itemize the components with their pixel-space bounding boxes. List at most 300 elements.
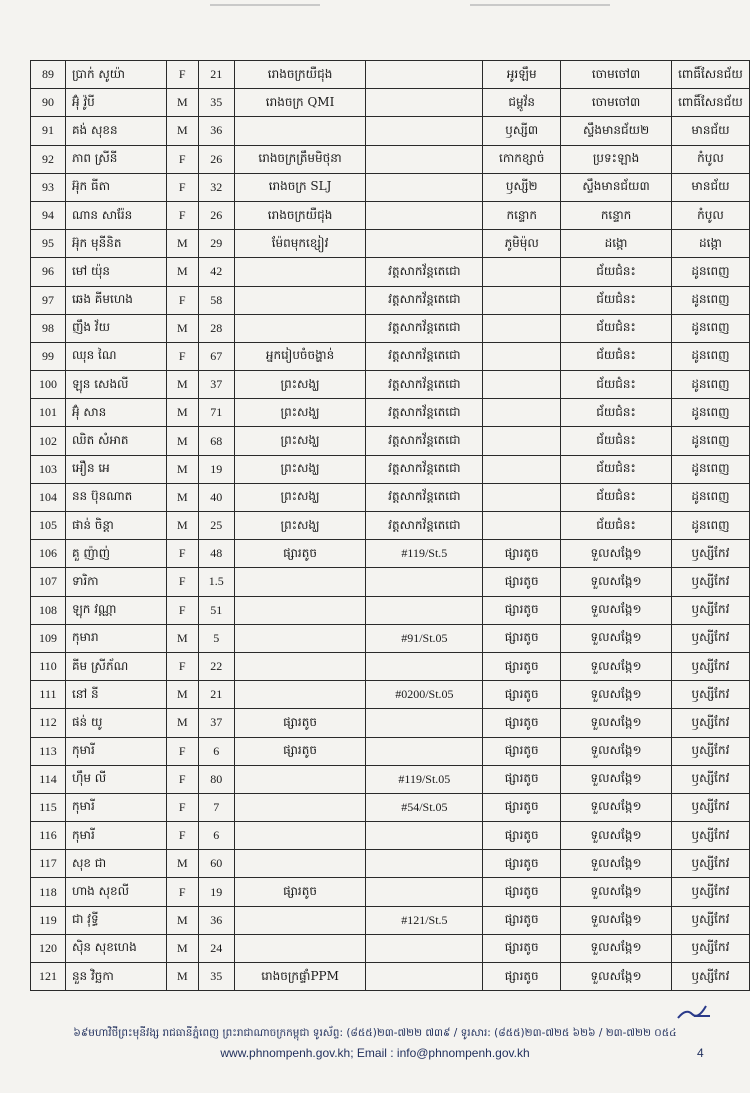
address-cell: #54/St.05	[366, 793, 483, 821]
commune-cell: ចោមចៅ៣	[561, 89, 672, 117]
commune-cell: ទួលសង្កែ១	[561, 906, 672, 934]
sex-cell: M	[166, 934, 198, 962]
village-cell: ផ្សារតូច	[483, 737, 561, 765]
name-cell: ហ៊ឹម លី	[65, 765, 166, 793]
address-cell: វត្តសាកវ័ន្តតេជោ	[366, 371, 483, 399]
sex-cell: M	[166, 258, 198, 286]
commune-cell: ជ័យជំនះ	[561, 371, 672, 399]
age-cell: 80	[198, 765, 234, 793]
district-cell: ឫស្សីកែវ	[671, 652, 749, 680]
workplace-cell: ព្រះសង្ឃ	[234, 512, 366, 540]
age-cell: 6	[198, 737, 234, 765]
row-number-cell: 98	[31, 314, 66, 342]
age-cell: 28	[198, 314, 234, 342]
district-cell: ឫស្សីកែវ	[671, 878, 749, 906]
name-cell: ឡុន សេងលី	[65, 371, 166, 399]
workplace-cell	[234, 314, 366, 342]
row-number-cell: 108	[31, 596, 66, 624]
village-cell: ផ្សារតូច	[483, 652, 561, 680]
address-cell	[366, 230, 483, 258]
district-cell: ដូនពេញ	[671, 455, 749, 483]
commune-cell: ទួលសង្កែ១	[561, 737, 672, 765]
sex-cell: F	[166, 61, 198, 89]
age-cell: 22	[198, 652, 234, 680]
commune-cell: ជ័យជំនះ	[561, 483, 672, 511]
row-number-cell: 109	[31, 624, 66, 652]
village-cell: ផ្សារតូច	[483, 963, 561, 991]
age-cell: 36	[198, 906, 234, 934]
commune-cell: ទួលសង្កែ១	[561, 963, 672, 991]
address-cell	[366, 61, 483, 89]
commune-cell: ទួលសង្កែ១	[561, 793, 672, 821]
row-number-cell: 117	[31, 850, 66, 878]
name-cell: អ៊ុក មុនីនិត	[65, 230, 166, 258]
table-row	[31, 342, 750, 370]
village-cell: ឫស្សី៣	[483, 117, 561, 145]
table-row	[31, 258, 750, 286]
table-row	[31, 483, 750, 511]
workplace-cell	[234, 596, 366, 624]
signature-mark	[676, 1002, 716, 1022]
row-number-cell: 118	[31, 878, 66, 906]
village-cell	[483, 483, 561, 511]
age-cell: 26	[198, 201, 234, 229]
age-cell: 60	[198, 850, 234, 878]
commune-cell: ដង្កោ	[561, 230, 672, 258]
commune-cell: ទួលសង្កែ១	[561, 934, 672, 962]
name-cell: នៅ នី	[65, 681, 166, 709]
address-cell	[366, 173, 483, 201]
sex-cell: F	[166, 540, 198, 568]
table-row	[31, 652, 750, 680]
table-row	[31, 427, 750, 455]
commune-cell: ទួលសង្កែ១	[561, 822, 672, 850]
workplace-cell	[234, 568, 366, 596]
commune-cell: ទួលសង្កែ១	[561, 568, 672, 596]
district-cell: ឫស្សីកែវ	[671, 906, 749, 934]
row-number-cell: 90	[31, 89, 66, 117]
district-cell: ដង្កោ	[671, 230, 749, 258]
village-cell: ភូមិម៉ុល	[483, 230, 561, 258]
village-cell	[483, 286, 561, 314]
district-cell: ដូនពេញ	[671, 371, 749, 399]
name-cell: អឿន អេ	[65, 455, 166, 483]
age-cell: 19	[198, 878, 234, 906]
table-row	[31, 878, 750, 906]
case-list-table	[30, 60, 750, 991]
row-number-cell: 100	[31, 371, 66, 399]
table-row	[31, 934, 750, 962]
sex-cell: M	[166, 963, 198, 991]
row-number-cell: 115	[31, 793, 66, 821]
address-cell	[366, 201, 483, 229]
commune-cell: ជ័យជំនះ	[561, 455, 672, 483]
age-cell: 19	[198, 455, 234, 483]
row-number-cell: 104	[31, 483, 66, 511]
workplace-cell: ព្រះសង្ឃ	[234, 427, 366, 455]
commune-cell: ទួលសង្កែ១	[561, 878, 672, 906]
sex-cell: M	[166, 709, 198, 737]
village-cell: ផ្សារតូច	[483, 793, 561, 821]
name-cell: ឆេង គីមហេង	[65, 286, 166, 314]
age-cell: 29	[198, 230, 234, 258]
name-cell: អ៊ុក ធីតា	[65, 173, 166, 201]
sex-cell: M	[166, 624, 198, 652]
age-cell: 32	[198, 173, 234, 201]
workplace-cell: ផ្សារតូច	[234, 737, 366, 765]
district-cell: ឫស្សីកែវ	[671, 568, 749, 596]
sex-cell: M	[166, 906, 198, 934]
row-number-cell: 93	[31, 173, 66, 201]
district-cell: មានជ័យ	[671, 173, 749, 201]
district-cell: ឫស្សីកែវ	[671, 624, 749, 652]
commune-cell: ទួលសង្កែ១	[561, 624, 672, 652]
sex-cell: F	[166, 596, 198, 624]
district-cell: ដូនពេញ	[671, 427, 749, 455]
village-cell: ផ្សារតូច	[483, 765, 561, 793]
table-row	[31, 850, 750, 878]
row-number-cell: 107	[31, 568, 66, 596]
address-cell: វត្តសាកវ័ន្តតេជោ	[366, 286, 483, 314]
name-cell: ស៊ិន សុខហេង	[65, 934, 166, 962]
table-row	[31, 61, 750, 89]
address-cell: #91/St.05	[366, 624, 483, 652]
address-cell: #119/St.05	[366, 765, 483, 793]
age-cell: 37	[198, 709, 234, 737]
sex-cell: F	[166, 765, 198, 793]
district-cell: ពោធិ៍សែនជ័យ	[671, 89, 749, 117]
address-cell	[366, 963, 483, 991]
address-cell	[366, 89, 483, 117]
age-cell: 1.5	[198, 568, 234, 596]
district-cell: ឫស្សីកែវ	[671, 765, 749, 793]
name-cell: កុមារា	[65, 624, 166, 652]
row-number-cell: 96	[31, 258, 66, 286]
workplace-cell: រោងចក្រយឺជុង	[234, 201, 366, 229]
address-cell: វត្តសាកវ័ន្តតេជោ	[366, 512, 483, 540]
name-cell: អ៊ុំ សាន	[65, 399, 166, 427]
name-cell: ទារិកា	[65, 568, 166, 596]
workplace-cell: ព្រះសង្ឃ	[234, 483, 366, 511]
district-cell: មានជ័យ	[671, 117, 749, 145]
row-number-cell: 112	[31, 709, 66, 737]
age-cell: 25	[198, 512, 234, 540]
name-cell: ផន់ យូ	[65, 709, 166, 737]
name-cell: គីម ស្រីភ័ណ	[65, 652, 166, 680]
table-row	[31, 173, 750, 201]
table-row	[31, 230, 750, 258]
table-row	[31, 793, 750, 821]
village-cell	[483, 512, 561, 540]
commune-cell: ជ័យជំនះ	[561, 399, 672, 427]
village-cell: កន្ទោក	[483, 201, 561, 229]
district-cell: ឫស្សីកែវ	[671, 737, 749, 765]
village-cell: អូរឡឹម	[483, 61, 561, 89]
row-number-cell: 119	[31, 906, 66, 934]
village-cell: ផ្សារតូច	[483, 568, 561, 596]
table-row	[31, 371, 750, 399]
table-row	[31, 822, 750, 850]
address-cell	[366, 934, 483, 962]
name-cell: ភាព ស្រីនី	[65, 145, 166, 173]
workplace-cell	[234, 117, 366, 145]
table-row	[31, 624, 750, 652]
table-row	[31, 512, 750, 540]
village-cell: ផ្សារតូច	[483, 709, 561, 737]
address-cell: វត្តសាកវ័ន្តតេជោ	[366, 258, 483, 286]
table-row	[31, 117, 750, 145]
workplace-cell	[234, 793, 366, 821]
age-cell: 67	[198, 342, 234, 370]
table-row	[31, 709, 750, 737]
age-cell: 40	[198, 483, 234, 511]
footer-contact: www.phnompenh.gov.kh; Email : info@phnompenh.gov.kh	[220, 1046, 530, 1060]
address-cell	[366, 878, 483, 906]
row-number-cell: 116	[31, 822, 66, 850]
district-cell: ឫស្សីកែវ	[671, 822, 749, 850]
commune-cell: ជ័យជំនះ	[561, 342, 672, 370]
district-cell: ដូនពេញ	[671, 258, 749, 286]
age-cell: 6	[198, 822, 234, 850]
address-cell: #121/St.5	[366, 906, 483, 934]
village-cell: ផ្សារតូច	[483, 624, 561, 652]
address-cell	[366, 737, 483, 765]
commune-cell: ស្ទឹងមានជ័យ២	[561, 117, 672, 145]
village-cell: ផ្សារតូច	[483, 681, 561, 709]
commune-cell: ស្ទឹងមានជ័យ៣	[561, 173, 672, 201]
table-row	[31, 681, 750, 709]
district-cell: ឫស្សីកែវ	[671, 596, 749, 624]
district-cell: ឫស្សីកែវ	[671, 934, 749, 962]
name-cell: ឈិត សំអាត	[65, 427, 166, 455]
address-cell	[366, 596, 483, 624]
age-cell: 71	[198, 399, 234, 427]
village-cell	[483, 427, 561, 455]
age-cell: 68	[198, 427, 234, 455]
village-cell: ឫស្សី២	[483, 173, 561, 201]
sex-cell: M	[166, 371, 198, 399]
name-cell: ជា វុទ្ធី	[65, 906, 166, 934]
sex-cell: M	[166, 427, 198, 455]
district-cell: ឫស្សីកែវ	[671, 963, 749, 991]
commune-cell: ទួលសង្កែ១	[561, 596, 672, 624]
name-cell: ប្រាក់ សូយ៉ា	[65, 61, 166, 89]
address-cell: #0200/St.05	[366, 681, 483, 709]
workplace-cell: រោងចក្រ QMI	[234, 89, 366, 117]
name-cell: នួន វិច្ឆកា	[65, 963, 166, 991]
age-cell: 5	[198, 624, 234, 652]
age-cell: 51	[198, 596, 234, 624]
sex-cell: F	[166, 145, 198, 173]
table-row	[31, 286, 750, 314]
workplace-cell	[234, 850, 366, 878]
sex-cell: M	[166, 230, 198, 258]
workplace-cell	[234, 652, 366, 680]
district-cell: កំបូល	[671, 201, 749, 229]
table-row	[31, 314, 750, 342]
age-cell: 36	[198, 117, 234, 145]
workplace-cell	[234, 624, 366, 652]
footer-address: ៦៩មហាវិថីព្រះមុនីវង្ស រាជធានីភ្នំពេញ ព្រះរាជាណាចក្រកម្ពុជា ទូរស័ព្ទ: (៨៥៥)២៣-៧២២ ៧៣៩ / ទូរសារ: (៨៥៥)២៣-៧២៥ ៦២៦ / ២៣-៧២២ ០៥៤	[73, 1027, 677, 1039]
name-cell: គង់ សុខន	[65, 117, 166, 145]
row-number-cell: 95	[31, 230, 66, 258]
workplace-cell: ផ្សារតូច	[234, 878, 366, 906]
sex-cell: M	[166, 314, 198, 342]
workplace-cell	[234, 681, 366, 709]
commune-cell: ទួលសង្កែ១	[561, 681, 672, 709]
address-cell: វត្តសាកវ័ន្តតេជោ	[366, 314, 483, 342]
row-number-cell: 89	[31, 61, 66, 89]
sex-cell: F	[166, 201, 198, 229]
name-cell: កុមារី	[65, 737, 166, 765]
row-number-cell: 102	[31, 427, 66, 455]
district-cell: ឫស្សីកែវ	[671, 540, 749, 568]
workplace-cell: ផ្សារតូច	[234, 540, 366, 568]
workplace-cell: រោងចក្រយឺជុង	[234, 61, 366, 89]
district-cell: ដូនពេញ	[671, 314, 749, 342]
sex-cell: F	[166, 878, 198, 906]
sex-cell: F	[166, 342, 198, 370]
address-cell: #119/St.5	[366, 540, 483, 568]
commune-cell: ជ័យជំនះ	[561, 512, 672, 540]
row-number-cell: 101	[31, 399, 66, 427]
row-number-cell: 106	[31, 540, 66, 568]
sex-cell: M	[166, 89, 198, 117]
age-cell: 35	[198, 89, 234, 117]
commune-cell: ជ័យជំនះ	[561, 258, 672, 286]
district-cell: ដូនពេញ	[671, 483, 749, 511]
workplace-cell: អ្នករៀបចំចង្ហាន់	[234, 342, 366, 370]
sex-cell: M	[166, 455, 198, 483]
commune-cell: ប្រទះឡាង	[561, 145, 672, 173]
sex-cell: M	[166, 483, 198, 511]
workplace-cell: ព្រះសង្ឃ	[234, 455, 366, 483]
district-cell: ឫស្សីកែវ	[671, 850, 749, 878]
village-cell: ផ្សារតូច	[483, 906, 561, 934]
table-row	[31, 540, 750, 568]
village-cell	[483, 258, 561, 286]
sex-cell: F	[166, 568, 198, 596]
table-row	[31, 455, 750, 483]
address-cell: វត្តសាកវ័ន្តតេជោ	[366, 427, 483, 455]
village-cell: កោកខ្សាច់	[483, 145, 561, 173]
table-row	[31, 399, 750, 427]
workplace-cell	[234, 906, 366, 934]
row-number-cell: 110	[31, 652, 66, 680]
district-cell: ដូនពេញ	[671, 399, 749, 427]
table-row	[31, 963, 750, 991]
sex-cell: F	[166, 737, 198, 765]
age-cell: 24	[198, 934, 234, 962]
village-cell: ផ្សារតូច	[483, 850, 561, 878]
commune-cell: ទួលសង្កែ១	[561, 765, 672, 793]
village-cell: ផ្សារតូច	[483, 822, 561, 850]
table-row	[31, 906, 750, 934]
workplace-cell	[234, 286, 366, 314]
address-cell: វត្តសាកវ័ន្តតេជោ	[366, 455, 483, 483]
table-row	[31, 201, 750, 229]
village-cell	[483, 314, 561, 342]
workplace-cell	[234, 822, 366, 850]
name-cell: ហាង សុខលី	[65, 878, 166, 906]
district-cell: ដូនពេញ	[671, 286, 749, 314]
village-cell	[483, 371, 561, 399]
name-cell: ណាន សារ៉ែន	[65, 201, 166, 229]
workplace-cell	[234, 934, 366, 962]
village-cell: ជម្ពូវ័ន	[483, 89, 561, 117]
table-row	[31, 737, 750, 765]
age-cell: 7	[198, 793, 234, 821]
age-cell: 21	[198, 681, 234, 709]
row-number-cell: 121	[31, 963, 66, 991]
name-cell: កុមារី	[65, 793, 166, 821]
sex-cell: F	[166, 652, 198, 680]
village-cell: ផ្សារតូច	[483, 596, 561, 624]
commune-cell: ទួលសង្កែ១	[561, 850, 672, 878]
name-cell: ផាន់ ចិន្តា	[65, 512, 166, 540]
commune-cell: ជ័យជំនះ	[561, 314, 672, 342]
age-cell: 35	[198, 963, 234, 991]
sex-cell: M	[166, 399, 198, 427]
row-number-cell: 103	[31, 455, 66, 483]
row-number-cell: 105	[31, 512, 66, 540]
sex-cell: M	[166, 681, 198, 709]
table-row	[31, 145, 750, 173]
sex-cell: F	[166, 173, 198, 201]
sex-cell: F	[166, 286, 198, 314]
district-cell: ឫស្សីកែវ	[671, 681, 749, 709]
sex-cell: M	[166, 117, 198, 145]
page-number: 4	[697, 1046, 704, 1060]
workplace-cell: ផ្សារតូច	[234, 709, 366, 737]
workplace-cell: រោងចក្រ SLJ	[234, 173, 366, 201]
village-cell	[483, 455, 561, 483]
name-cell: មៅ យ៉ុន	[65, 258, 166, 286]
table-row	[31, 89, 750, 117]
address-cell	[366, 850, 483, 878]
address-cell	[366, 145, 483, 173]
address-cell	[366, 568, 483, 596]
sex-cell: M	[166, 850, 198, 878]
commune-cell: ទួលសង្កែ១	[561, 709, 672, 737]
workplace-cell	[234, 258, 366, 286]
row-number-cell: 120	[31, 934, 66, 962]
commune-cell: ជ័យជំនះ	[561, 286, 672, 314]
sex-cell: M	[166, 512, 198, 540]
village-cell: ផ្សារតូច	[483, 934, 561, 962]
name-cell: សុខ ជា	[65, 850, 166, 878]
table-row	[31, 765, 750, 793]
age-cell: 26	[198, 145, 234, 173]
address-cell	[366, 709, 483, 737]
age-cell: 48	[198, 540, 234, 568]
name-cell: ឡុក វណ្ណា	[65, 596, 166, 624]
workplace-cell: ម៉ែពមុកខ្សៀវ	[234, 230, 366, 258]
table-row	[31, 568, 750, 596]
age-cell: 58	[198, 286, 234, 314]
sex-cell: F	[166, 793, 198, 821]
address-cell: វត្តសាកវ័ន្តតេជោ	[366, 399, 483, 427]
row-number-cell: 114	[31, 765, 66, 793]
sex-cell: F	[166, 822, 198, 850]
row-number-cell: 99	[31, 342, 66, 370]
commune-cell: ចោមចៅ៣	[561, 61, 672, 89]
commune-cell: ទួលសង្កែ១	[561, 540, 672, 568]
district-cell: ឫស្សីកែវ	[671, 709, 749, 737]
address-cell	[366, 822, 483, 850]
workplace-cell: ព្រះសង្ឃ	[234, 399, 366, 427]
village-cell	[483, 399, 561, 427]
